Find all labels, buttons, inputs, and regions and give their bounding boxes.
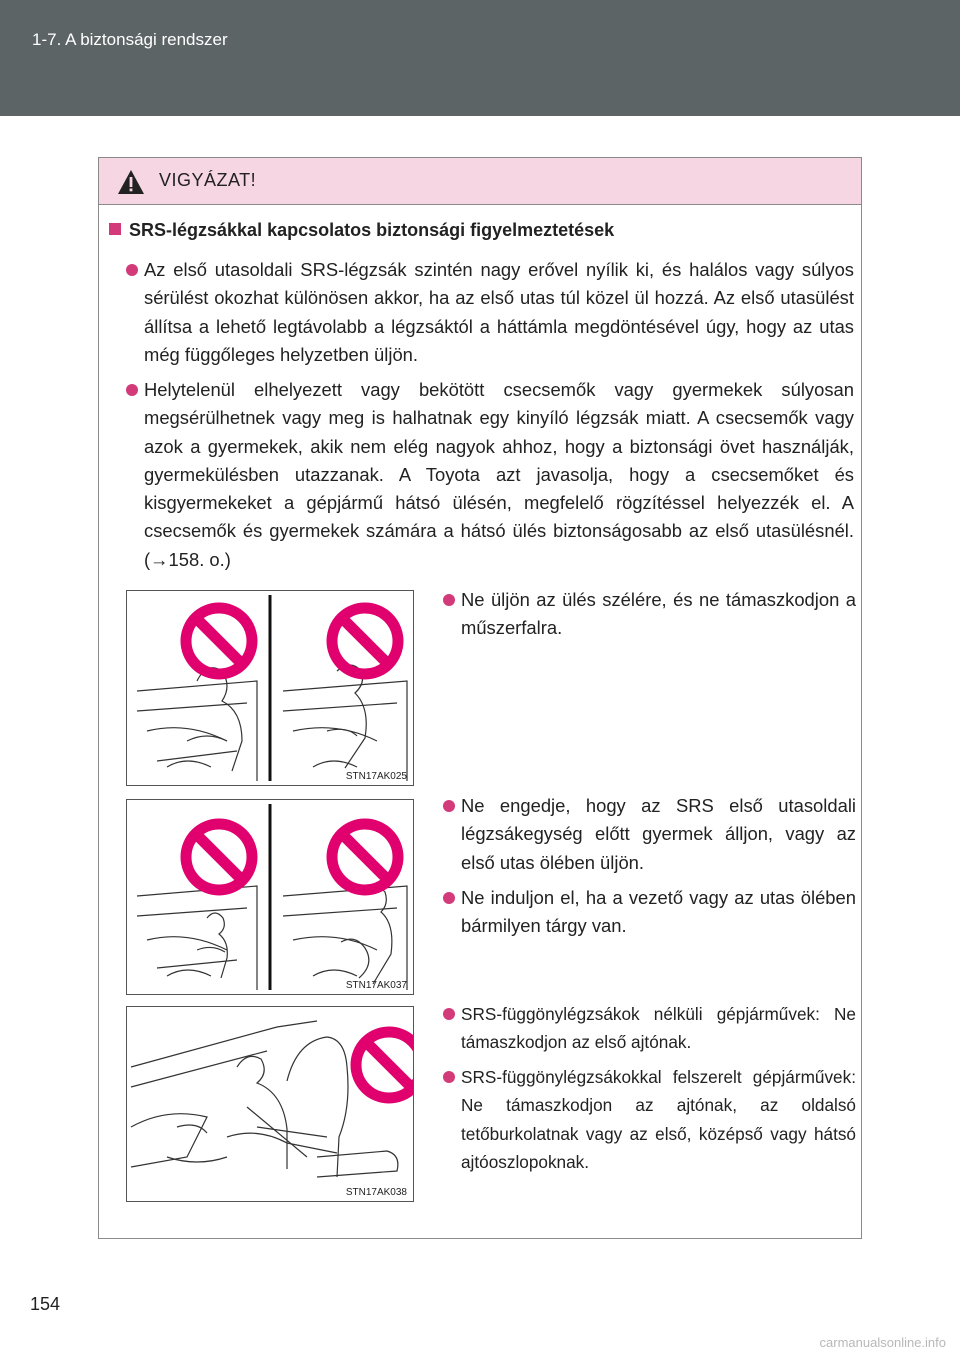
illustration-drawing [127, 1007, 413, 1201]
chapter-title: 1-7. A biztonsági rendszer [32, 30, 228, 49]
bullet-text: Helytelenül elhelyezett vagy bekötött csecsemők vagy gyermekek súlyosan megsérülhetnek vagy meg is halhatnak egy kinyíló légzsák miatt. A csecsemők vagy azok a gyermekek, akik nem elég nagyok ahhoz, hogy a biztonsági övet használják, gyermekülésben utazzanak. A Toyota azt javasolja, hogy a csecsemőket és kisgyermekeket a gépjármű hátsó ülésén, megfelelő rögzítéssel helyezzék el. A csecsemők és gyermekek számára a hátsó ülés biztonságosabb az első utasülésnél. (→158. o.) [144, 379, 854, 570]
illustration-door-lean [126, 1006, 414, 1202]
illustration-dashboard-lean [126, 590, 414, 786]
side-note-text: SRS-függönylégzsákokkal felszerelt gépjárművek: Ne támaszkodjon az ajtónak, az oldalsó tetőburkolatnak vagy az első, középső vagy hátsó ajtóoszlopoknak. [461, 1067, 856, 1172]
bullet-dot-icon [126, 384, 138, 396]
bullet-dot-icon [443, 800, 455, 812]
illustration-caption: STN17AK037 [345, 980, 407, 991]
illustration-drawing [127, 800, 413, 994]
side-note [461, 792, 856, 877]
illustration-child-front [126, 799, 414, 995]
section-heading [109, 220, 614, 241]
warning-header [99, 158, 861, 205]
bullet-dot-icon [443, 1071, 455, 1083]
bullet-item [144, 256, 854, 369]
warning-box [98, 157, 862, 1239]
side-note-text: Ne induljon el, ha a vezető vagy az utas ölében bármilyen tárgy van. [461, 887, 856, 937]
bullet-dot-icon [443, 1008, 455, 1020]
side-note [461, 586, 856, 643]
watermark: carmanualsonline.info [819, 1335, 946, 1350]
bullet-text: Az első utasoldali SRS-légzsák szintén nagy erővel nyílik ki, és halálos vagy súlyos sérülést okozhat különösen akkor, ha az első utas túl közel ül hozzá. Az első utasülést állítsa a lehető legtávolabb a légzsáktól a háttámla megdöntésével úgy, hogy az utas még függőleges helyzetben üljön. [144, 259, 854, 365]
section-title: SRS-légzsákkal kapcsolatos biztonsági figyelmeztetések [129, 220, 615, 240]
bullet-item [144, 376, 854, 574]
bullet-dot-icon [443, 594, 455, 606]
side-note [461, 884, 856, 941]
side-note-text: Ne engedje, hogy az SRS első utasoldali légzsákegység előtt gyermek álljon, vagy az első utas ölében üljön. [461, 795, 856, 873]
illustration-caption: STN17AK025 [345, 771, 407, 782]
side-note-text: Ne üljön az ülés szélére, és ne támaszkodjon a műszerfalra. [461, 589, 856, 639]
side-note-text: SRS-függönylégzsákok nélküli gépjárművek: Ne támaszkodjon az első ajtónak. [461, 1004, 856, 1053]
bullet-dot-icon [443, 892, 455, 904]
side-note [461, 1000, 856, 1057]
illustration-caption: STN17AK038 [345, 1187, 407, 1198]
illustration-drawing [127, 591, 413, 785]
bullet-dot-icon [126, 264, 138, 276]
side-note [461, 1063, 856, 1176]
page-number: 154 [30, 1294, 61, 1314]
warning-label: VIGYÁZAT! [159, 170, 257, 190]
warning-triangle-icon [117, 169, 145, 195]
page-header [0, 0, 960, 116]
square-bullet-icon [109, 223, 121, 235]
